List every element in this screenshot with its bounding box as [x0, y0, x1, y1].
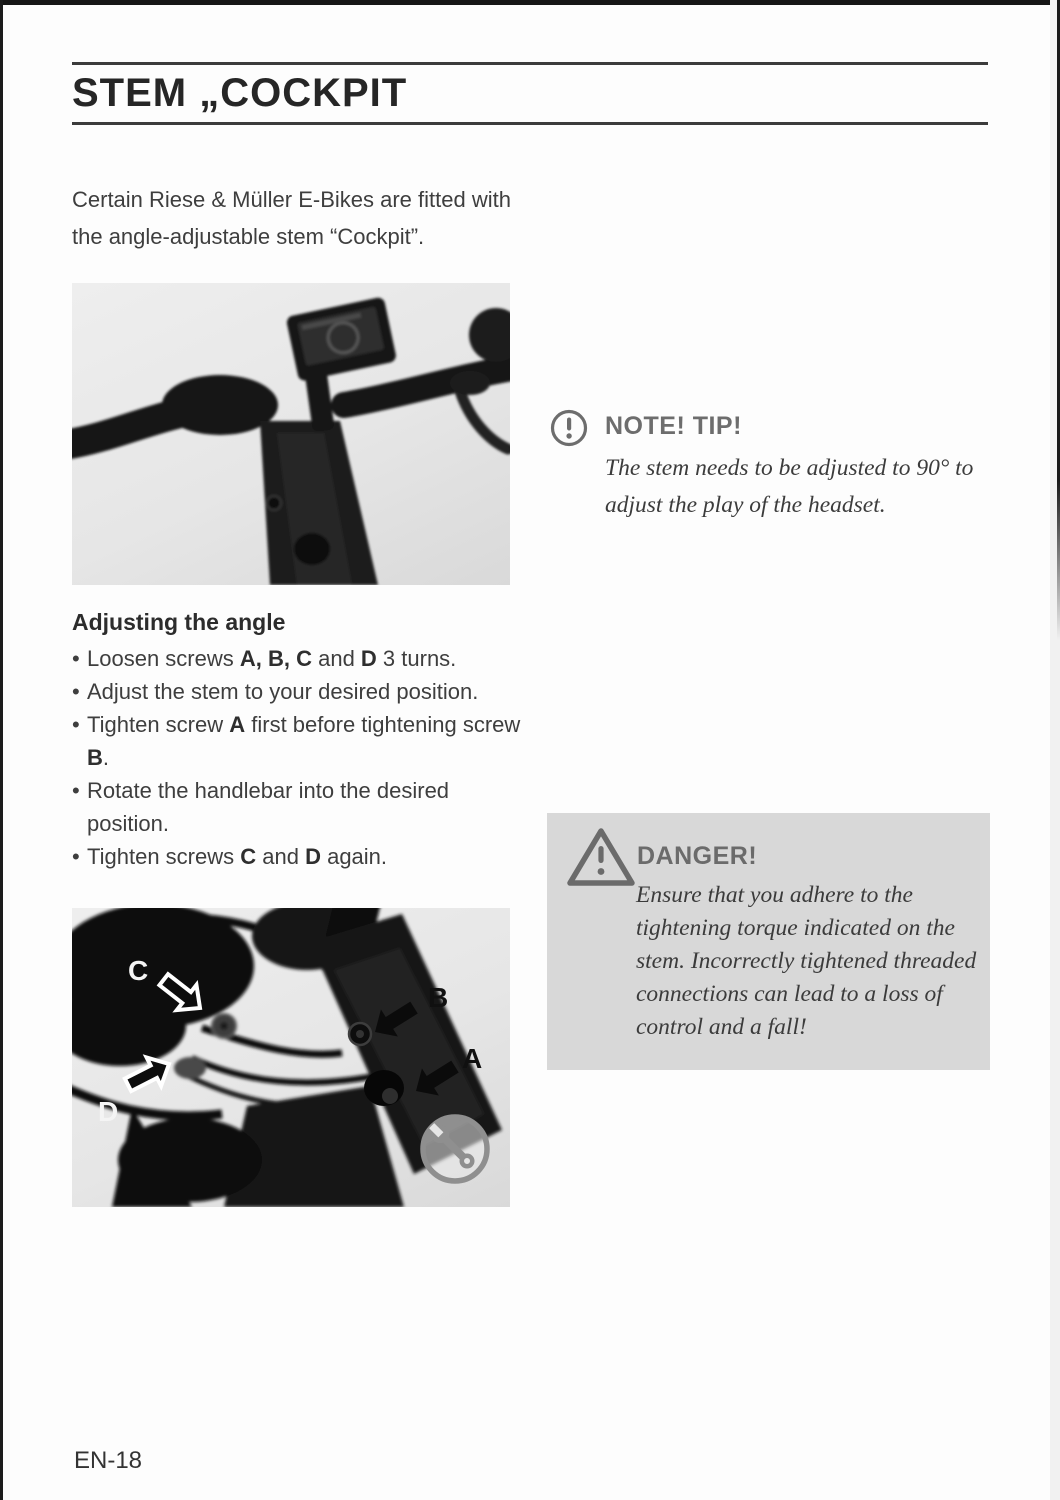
label-c: C [128, 955, 149, 986]
page-edge-left [0, 0, 3, 1500]
note-title: NOTE! TIP! [605, 412, 742, 440]
handlebar-shapes [72, 296, 510, 585]
page-edge-top [0, 0, 1060, 5]
danger-body: Ensure that you adhere to the tightening torque indicated on the stem. Incorrectly tightened threaded connections can lead to a loss of control and a fall! [636, 882, 977, 1040]
danger-callout [547, 813, 990, 1070]
handlebar-photo [72, 283, 510, 585]
handlebar-illustration [72, 283, 510, 585]
page-title: STEM „COCKPIT [72, 71, 408, 115]
title-rule-top [72, 62, 988, 65]
adjusting-steps [72, 642, 522, 873]
wrench-icon [423, 1117, 487, 1181]
step-tighten-c-d: • Tighten screws C and D again. [72, 840, 522, 873]
stem-closeup-illustration [72, 908, 510, 1207]
title-rule-bottom [72, 122, 988, 125]
adjusting-heading: Adjusting the angle [72, 609, 286, 635]
stem-closeup-photo [72, 908, 510, 1207]
label-d: D [98, 1096, 119, 1127]
step-tighten-a-b: • Tighten screw A first before tightening screw B. [72, 708, 522, 774]
note-callout [547, 405, 990, 555]
screw-a [364, 1070, 404, 1106]
step-loosen-screws: • Loosen screws A, B, C and D 3 turns. [72, 642, 522, 675]
page-number: EN-18 [74, 1447, 143, 1474]
danger-title: DANGER! [637, 842, 758, 870]
step-rotate-handlebar: • Rotate the handlebar into the desired position. [72, 774, 522, 840]
exclamation-circle-icon [549, 408, 589, 448]
warning-triangle-icon [563, 824, 639, 890]
label-a: A [462, 1043, 483, 1074]
screw-b [349, 1023, 371, 1045]
label-b: B [428, 982, 449, 1013]
intro-text: Certain Riese & Müller E-Bikes are fitted with the angle-adjustable stem “Cockpit”. [72, 187, 511, 249]
note-body: The stem needs to be adjusted to 90° to adjust the play of the headset. [605, 455, 974, 518]
step-adjust-stem: • Adjust the stem to your desired position. [72, 675, 522, 708]
